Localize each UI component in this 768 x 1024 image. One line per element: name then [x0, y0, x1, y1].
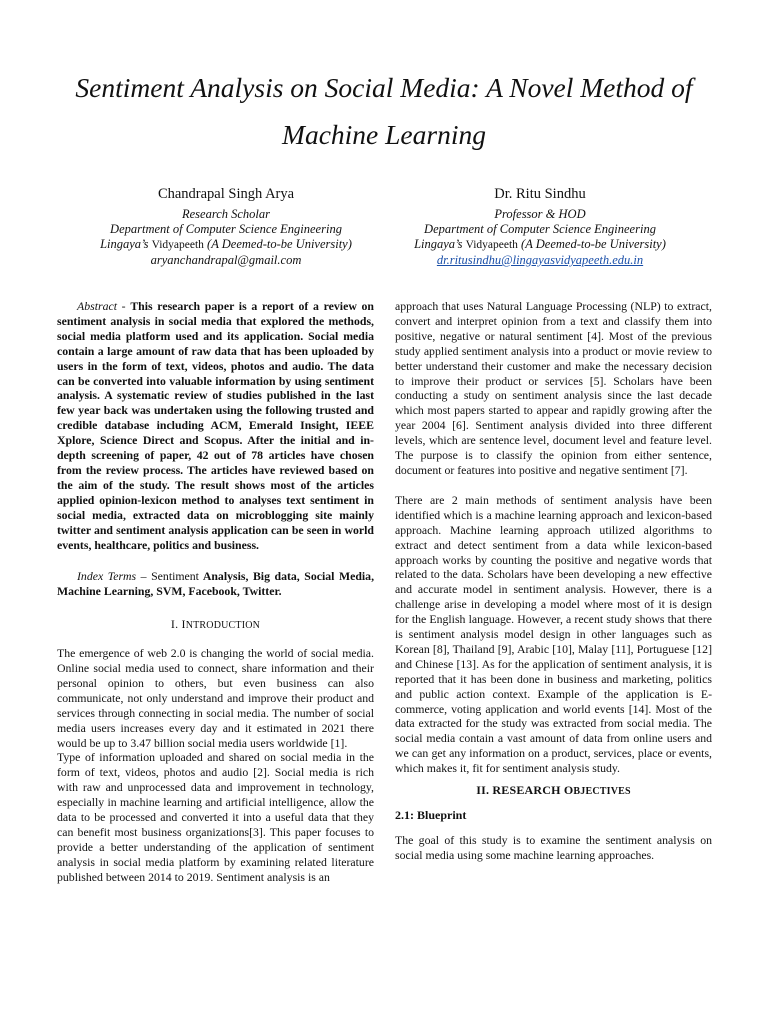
- abstract-separator: -: [116, 299, 131, 313]
- intro-paragraph-4: There are 2 main methods of sentiment analysis have been identified which is a machine learning approach and lexicon-based approach. Machine learning approach utilized algorithms to extract and detect sentiment from a data while lexicon-based approach works by counting the positive and negative words that related to the data. Scholars have been developing a new effective and accurate model in sentiment analysis. However, there is a challenge arise in developing a model where most of it is design for the English language. However, a recent study shows that there is sentiment analysis model design in other languages such as Korean [8], Thailand [9], Arabic [10], Malay [11], Portuguese [12] and Chinese [13]. As for the application of sentiment analysis, it is reported that it has been done in business and marketing, politics and public action context. Example of the application is E-commerce, voting application and world events [14]. Most of the data extracted for the study was extracted from social media. The social media contain a vast amount of data from online users and we can get any information on a product, services, place or events, which makes it, fit for sentiment analysis study.: [395, 492, 712, 776]
- right-column: [395, 299, 712, 863]
- index-terms-label: Index Terms: [77, 569, 137, 584]
- author-block-2: [390, 186, 690, 268]
- section-number: I.: [170, 617, 179, 632]
- author-name: Chandrapal Singh Arya: [157, 186, 295, 202]
- author-department: Department of Computer Science Engineering: [424, 222, 656, 236]
- index-terms: [57, 569, 374, 599]
- section-number: II.: [476, 783, 490, 798]
- left-column: [57, 299, 374, 885]
- subsection-heading-blueprint: 2.1: Blueprint: [395, 808, 467, 822]
- paper-title-line-1: Sentiment Analysis on Social Media: A Novel Method of: [75, 72, 693, 103]
- section-heading-objectives: [395, 783, 712, 800]
- university-name: Lingaya’s: [100, 237, 149, 251]
- paper-title-line-2: Machine Learning: [282, 119, 486, 150]
- author-university: [76, 237, 376, 253]
- author-email: aryanchandrapal@gmail.com: [150, 253, 302, 267]
- intro-paragraph-2: Type of information uploaded and shared on social media in the form of text, videos, photos and audio [2]. Social media is rich with raw and unprocessed data and improvement in technology, especially in machine learning and artificial intelligence, allow the data to be processed and converted it into a useful data that they can benefit most business organizations[3]. This paper focuses to provide a better understanding of the application of sentiment analysis in social media platform by examining related literature published between 2014 to 2019. Sentiment analysis is an: [57, 750, 374, 884]
- section-heading-rest: NTRODUCTION: [185, 620, 261, 632]
- author-block-1: [76, 186, 376, 268]
- author-university: [390, 237, 690, 253]
- author-role: Research Scholar: [181, 207, 271, 221]
- abstract-label: Abstract: [77, 299, 117, 313]
- abstract-text: This research paper is a report of a review on sentiment analysis in social media that explored the methods, social media platform used and its application. Social media contain a large amount of raw data that has been uploaded by users in the form of text, videos, photos and audio. The data can be converted into valuable information by using sentiment analysis. A systematic review of studies published in the last few year back was undertaken using the following trusted and credible database including ACM, Emerald Insight, IEEE Xplore, Science Direct and Scopus. After the initial and in-depth screening of paper, 42 out of 78 articles have chosen from the review process. The articles have reviewed based on the aim of the study. The result shows most of the articles applied opinion-lexicon method to analyses text sentiment in social media, extracted data on microblogging site mainly twitter and sentiment analysis application can be seen in world events, healthcare, politics and business.: [57, 299, 374, 552]
- index-terms-rest: Analysis, Big data, Social Media, Machine Learning, SVM, Facebook, Twitter.: [57, 569, 375, 599]
- university-suffix: Vidyapeeth: [151, 239, 204, 251]
- author-role: Professor & HOD: [494, 207, 586, 221]
- section-heading-cap: RESEARCH O: [492, 783, 574, 798]
- abstract: [57, 299, 374, 552]
- university-suffix: Vidyapeeth: [465, 239, 518, 251]
- objectives-paragraph-1: The goal of this study is to examine the sentiment analysis on social media using some machine learning approaches.: [395, 832, 712, 862]
- university-status: (A Deemed-to-be University): [521, 237, 666, 251]
- author-name: Dr. Ritu Sindhu: [494, 186, 586, 202]
- index-terms-separator: –: [136, 569, 152, 584]
- section-heading-introduction: [57, 617, 374, 634]
- university-name: Lingaya’s: [414, 237, 463, 251]
- author-department: Department of Computer Science Engineering: [110, 222, 342, 236]
- index-terms-first: Sentiment: [151, 569, 199, 584]
- author-email-link[interactable]: dr.ritusindhu@lingayasvidyapeeth.edu.in: [436, 253, 644, 267]
- paper-title: [40, 64, 728, 158]
- university-status: (A Deemed-to-be University): [207, 237, 352, 251]
- author-email-line: [390, 253, 690, 268]
- intro-paragraph-1: The emergence of web 2.0 is changing the world of social media. Online social media used to connect, share information and their personal opinion to others, but even business can also communicate, not only understand and improve their product and services through connecting in social media. The number of social media users increases every day and it estimated in 2021 there would be up to 3.47 billion social media users worldwide [1].: [57, 646, 374, 750]
- intro-paragraph-3: approach that uses Natural Language Processing (NLP) to extract, convert and interpret opinion from a text and classify them into positive, negative or natural sentiment [4]. Most of the previous study applied sentiment analysis into a product or movie review to better understand their customer and make the necessary decision to improve their product or services [5]. Scholars have been conducting a study on sentiment analysis since the last decade which most papers started to appear and rapidly growing after the year 2004 [6]. Sentiment analysis divided into three different levels, which are sentence level, document level and feature level. The purpose is to classify the opinion from either sentence, document or features into positive and negative sentiment [7].: [395, 299, 712, 477]
- section-heading-rest: BJECTIVES: [573, 786, 631, 798]
- section-heading-cap: I: [181, 617, 186, 632]
